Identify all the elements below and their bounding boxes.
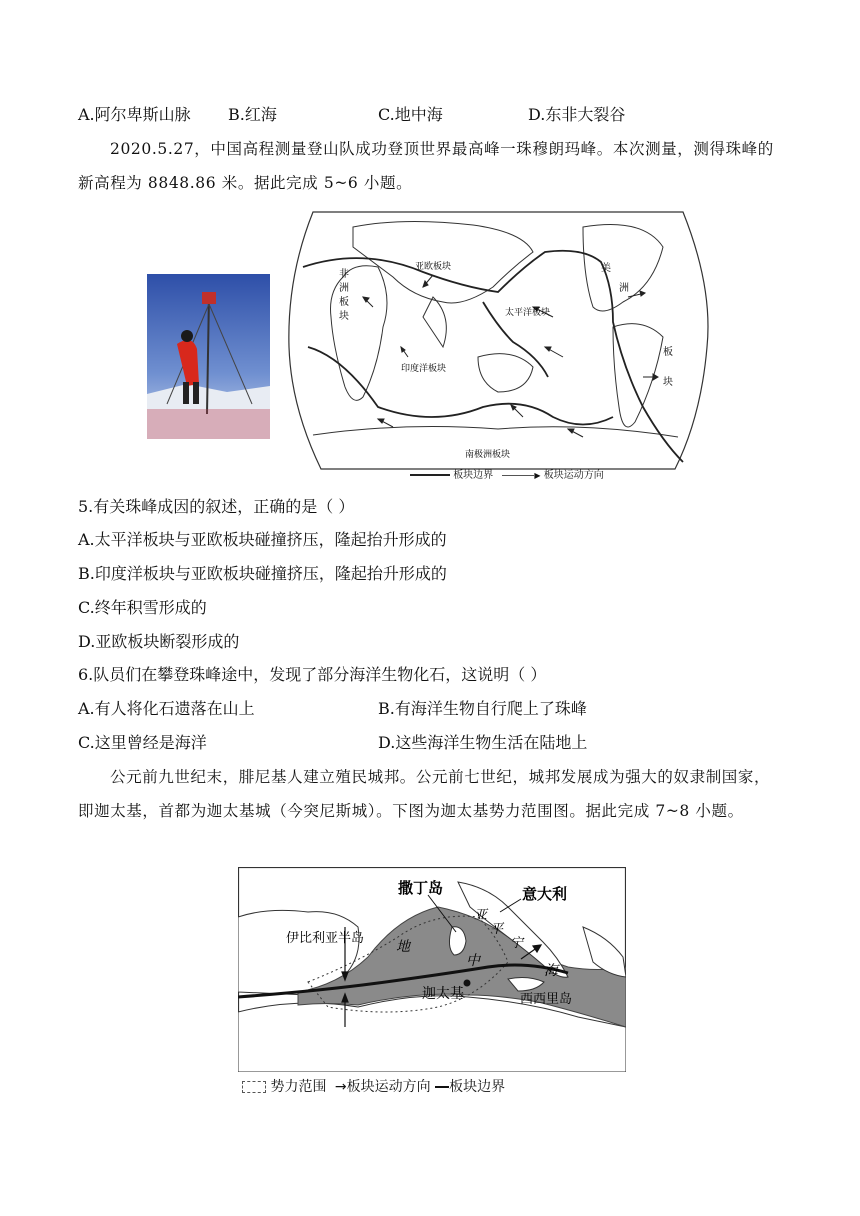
label-sicily: 西西里岛 bbox=[520, 992, 573, 1007]
q4-option-a: A.阿尔卑斯山脉 bbox=[78, 105, 191, 124]
svg-text:非: 非 bbox=[339, 269, 349, 280]
q5-option-a: A.太平洋板块与亚欧板块碰撞挤压，隆起抬升形成的 bbox=[78, 530, 447, 549]
svg-text:洲: 洲 bbox=[339, 283, 349, 294]
carthage-range-map bbox=[238, 867, 626, 1072]
legend-range-label: 势力范围 bbox=[270, 1079, 327, 1095]
intro-paragraph-5-6: 2020.5.27，中国高程测量登山队成功登顶世界最高峰一珠穆朗玛峰。本次测量，测得珠峰的新高程为 8848.86 米。据此完成 5~6 小题。 bbox=[78, 140, 774, 192]
svg-text:美: 美 bbox=[601, 263, 611, 274]
svg-text:板: 板 bbox=[339, 297, 349, 308]
legend-range-symbol bbox=[242, 1081, 266, 1093]
svg-text:块: 块 bbox=[663, 377, 673, 388]
svg-text:板: 板 bbox=[663, 347, 673, 358]
summit-photo bbox=[147, 274, 270, 439]
legend-direction-arrow-icon: → bbox=[334, 1079, 347, 1095]
q6-stem: 6.队员们在攀登珠峰途中，发现了部分海洋生物化石，这说明（ ） bbox=[78, 665, 547, 684]
q6-option-b: B.有海洋生物自行爬上了珠峰 bbox=[378, 699, 587, 718]
q5-option-d: D.亚欧板块断裂形成的 bbox=[78, 632, 240, 651]
label-pacific-plate: 太平洋板块 bbox=[505, 308, 551, 318]
world-plate-map bbox=[283, 207, 713, 483]
q6-option-d: D.这些海洋生物生活在陆地上 bbox=[378, 733, 588, 752]
q6-option-a: A.有人将化石遗落在山上 bbox=[78, 699, 255, 718]
label-sardinia: 撒丁岛 bbox=[398, 879, 444, 897]
label-carthage: 迦太基 bbox=[422, 986, 464, 1002]
q4-option-c: C.地中海 bbox=[378, 105, 443, 124]
legend-boundary-label-2: 板块边界 bbox=[449, 1079, 506, 1095]
legend-boundary-line bbox=[410, 474, 450, 476]
svg-text:块: 块 bbox=[339, 311, 349, 322]
intro-paragraph-7-8: 公元前九世纪末，腓尼基人建立殖民城邦。公元前七世纪，城邦发展成为强大的奴隶制国家，即迦太基，首都为迦太基城（今突尼斯城）。下图为迦太基势力范围图。据此完成 7~8 小题。 bbox=[78, 768, 771, 820]
svg-text:亚: 亚 bbox=[474, 908, 488, 923]
q5-stem: 5.有关珠峰成因的叙述，正确的是（ ） bbox=[78, 497, 355, 516]
label-iberia: 伊比利亚半岛 bbox=[286, 931, 365, 946]
label-antarctic-plate: 南极洲板块 bbox=[465, 450, 511, 460]
label-indian-plate: 印度洋板块 bbox=[401, 364, 447, 374]
q4-option-b: B.红海 bbox=[228, 105, 277, 124]
carthage-map-legend bbox=[242, 1076, 622, 1096]
label-italy: 意大利 bbox=[522, 885, 568, 903]
legend-direction-arrow bbox=[502, 475, 534, 476]
svg-text:海: 海 bbox=[544, 963, 558, 979]
label-eurasian-plate: 亚欧板块 bbox=[415, 262, 452, 272]
plate-map-legend: 板块边界 ▶ 板块运动方向 bbox=[410, 466, 730, 482]
legend-direction-label-2: 板块运动方向 bbox=[346, 1079, 431, 1095]
legend-direction-label: 板块运动方向 bbox=[543, 470, 604, 481]
q6-option-c: C.这里曾经是海洋 bbox=[78, 733, 207, 752]
q4-option-d: D.东非大裂谷 bbox=[528, 105, 626, 124]
svg-text:平: 平 bbox=[490, 922, 504, 937]
svg-text:地: 地 bbox=[396, 939, 410, 955]
legend-boundary-symbol bbox=[435, 1086, 449, 1088]
q5-option-c: C.终年积雪形成的 bbox=[78, 598, 207, 617]
svg-text:中: 中 bbox=[466, 953, 480, 969]
svg-text:宁: 宁 bbox=[510, 936, 524, 951]
svg-text:洲: 洲 bbox=[619, 283, 629, 294]
q5-option-b: B.印度洋板块与亚欧板块碰撞挤压，隆起抬升形成的 bbox=[78, 564, 447, 583]
legend-boundary-label: 板块边界 bbox=[453, 470, 494, 481]
